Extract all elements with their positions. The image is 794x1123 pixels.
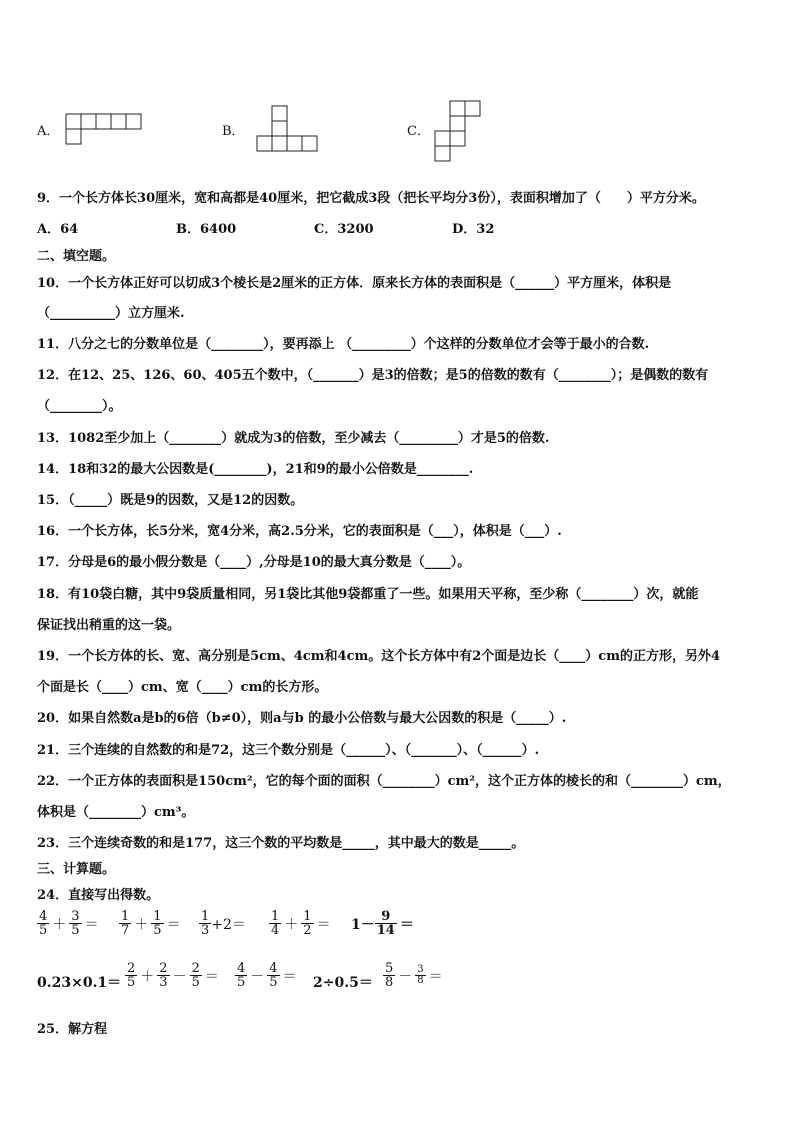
question-20: 20．如果自然数a是b的6倍（b≠0），则a与b 的最小公倍数与最大公因数的积是（_____）. [37,711,567,726]
section-heading-calc: 三、计算题。 [37,862,116,877]
option-c-label: C． [407,124,430,139]
q9-option-b: B．6400 [176,222,237,237]
q9-option-d: D．32 [452,222,495,237]
question-12-line2: （________）。 [37,399,122,414]
question-25: 25．解方程 [37,1022,108,1037]
question-24: 24．直接写出得数。 [37,888,160,903]
calc-r2-e2: $\frac{2}{5}$ ＋ $\frac{2}{3}$ － $\frac{2}{5}$ ＝ [127,961,219,990]
q9-option-c: C．3200 [314,222,374,237]
calc-r1-e4: $\frac{1}{4}$ ＋ $\frac{1}{2}$ ＝ [271,909,331,938]
question-22-line1: 22．一个正方体的表面积是150cm²，它的每个面的面积（________）cm²，这个正方体的棱长的和（________）cm， [37,774,731,789]
calc-r1-e5: 1－ $\frac{9}{14}$ ＝ [351,909,414,938]
calc-r2-e3: $\frac{4}{5}$ － $\frac{4}{5}$ ＝ [237,961,297,990]
question-9: 9．一个长方体长30厘米，宽和高都是40厘米，把它截成3段（把长平均分3份），表面积增加了（ ）平方分米。 [37,191,705,206]
option-a-label: A． [37,124,60,139]
cube-net-c [433,101,493,166]
question-10-line2: （__________）立方厘米. [37,306,185,321]
calc-r2-e1: 0.23×0.1＝ [37,975,122,991]
calc-r1-e3: $\frac{1}{3}$ +2＝ [201,909,246,938]
option-b-label: B． [222,124,245,139]
question-11: 11．八分之七的分数单位是（________），要再添上 （_________）个这样的分数单位才会等于最小的合数. [37,337,650,352]
cube-net-b [257,106,337,156]
question-16: 16．一个长方体，长5分米，宽4分米，高2.5分米，它的表面积是（___），体积是（___）. [37,524,562,539]
question-18-line2: 保证找出稍重的这一袋。 [37,618,181,633]
question-19-line1: 19．一个长方体的长、宽、高分别是5cm、4cm和4cm。这个长方体中有2个面是边长（____）cm的正方形，另外4 [37,649,721,664]
question-22-line2: 体积是（________）cm³。 [37,805,195,820]
question-17: 17．分母是6的最小假分数是（____）,分母是10的最大真分数是（____）。 [37,555,471,570]
question-14: 14．18和32的最大公因数是(________)，21和9的最小公倍数是________. [37,462,474,477]
question-10-line1: 10．一个长方体正好可以切成3个棱长是2厘米的正方体．原来长方体的表面积是（______）平方厘米，体积是 [37,276,672,291]
question-21: 21．三个连续的自然数的和是72，这三个数分别是（______）、（_______）、（______）. [37,743,540,758]
question-23: 23．三个连续奇数的和是177，这三个数的平均数是_____，其中最大的数是_____。 [37,836,525,851]
cube-net-a [66,114,146,146]
question-13: 13．1082至少加上（________）就成为3的倍数，至少减去（_________）才是5的倍数. [37,431,550,446]
calc-r1-e1: $\frac{4}{5}$ ＋ $\frac{3}{5}$ ＝ [39,909,99,938]
question-19-line2: 个面是长（____）cm、宽（____）cm的长方形。 [37,680,328,695]
section-heading-fill: 二、填空题。 [37,249,116,264]
q9-option-a: A．64 [37,222,79,237]
calc-r1-e2: $\frac{1}{7}$ ＋ $\frac{1}{5}$ ＝ [121,909,181,938]
calc-r2-e4: 2÷0.5＝ [313,975,373,991]
question-15: 15．（_____）既是9的因数，又是12的因数。 [37,493,304,508]
question-12-line1: 12．在12、25、126、60、405五个数中，（_______）是3的倍数；是5的倍数的数有（________）；是偶数的数有 [37,368,709,383]
question-18-line1: 18．有10袋白糖，其中9袋质量相同，另1袋比其他9袋都重了一些。如果用天平称，至少称（________）次，就能 [37,587,699,602]
calc-r2-e5: $\frac{5}{8}$ － $\frac{3}{8}$ ＝ [385,961,443,990]
